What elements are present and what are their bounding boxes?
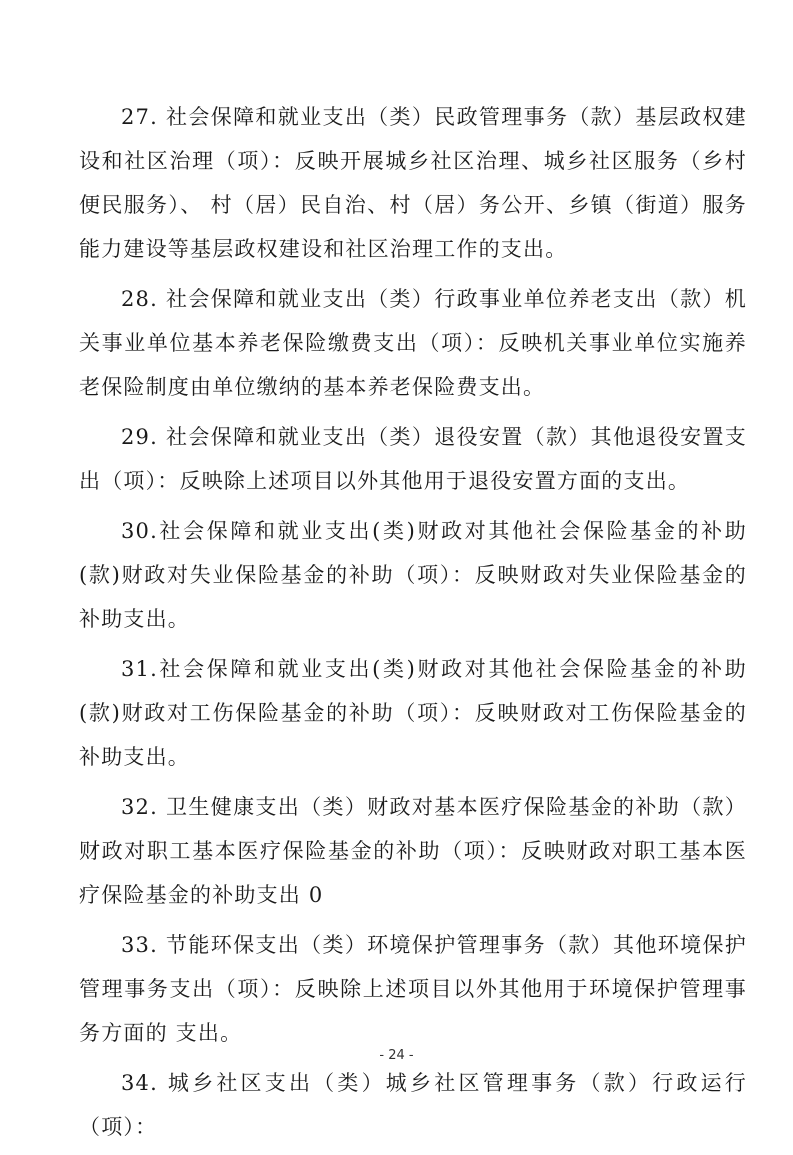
paragraph-29: 29. 社会保障和就业支出（类）退役安置（款）其他退役安置支出（项）：反映除上述项目以外其他用于退役安置方面的支出。: [79, 425, 747, 493]
paragraph-27: 27. 社会保障和就业支出（类）民政管理事务（款）基层政权建设和社区治理（项）：反映开展城乡社区治理、城乡社区服务（乡村便民服务）、 村（居）民自治、村（居）务公开、乡镇（街道）服务能力建设等基层政权建设和社区治理工作的支出。: [79, 105, 747, 261]
paragraph-31: 31.社会保障和就业支出(类)财政对其他社会保险基金的补助(款)财政对工伤保险基金的补助（项）：反映财政对工伤保险基金的补助支出。: [79, 657, 747, 769]
page-number: - 24 -: [379, 1048, 414, 1063]
paragraph-34: 34. 城乡社区支出（类）城乡社区管理事务（款）行政运行（项）：: [79, 1071, 747, 1139]
paragraph-32: 32. 卫生健康支出（类）财政对基本医疗保险基金的补助（款）财政对职工基本医疗保险基金的补助（项）：反映财政对职工基本医疗保险基金的补助支出 0: [79, 795, 747, 907]
paragraph-30: 30.社会保障和就业支出(类)财政对其他社会保险基金的补助(款)财政对失业保险基金的补助（项）：反映财政对失业保险基金的补助支出。: [79, 519, 747, 631]
paragraph-28: 28. 社会保障和就业支出（类）行政事业单位养老支出（款）机关事业单位基本养老保险缴费支出（项）：反映机关事业单位实施养老保险制度由单位缴纳的基本养老保险费支出。: [79, 287, 747, 399]
document-body: [79, 95, 747, 1155]
paragraph-33: 33. 节能环保支出（类）环境保护管理事务（款）其他环境保护管理事务支出（项）：反映除上述项目以外其他用于环境保护管理事务方面的 支出。: [79, 933, 747, 1045]
